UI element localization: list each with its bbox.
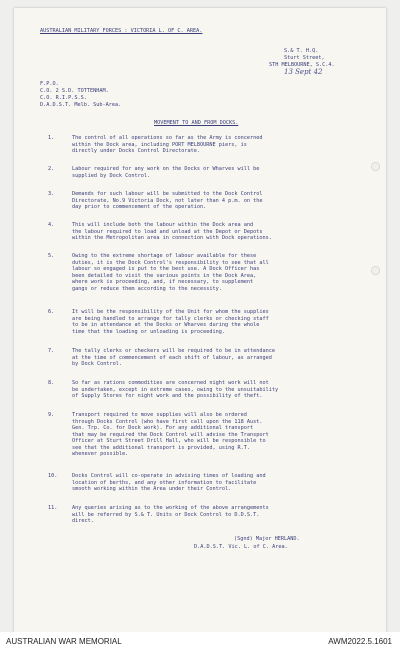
subject-heading: MOVEMENT TO AND FROM DOCKS. [154, 120, 239, 126]
paragraph: The control of all operations so far as the Army is concerned within the Dock area, including PORT MELBOURNE piers, is directly under Docks Control Directorate. [72, 135, 263, 154]
footer-accession-number: AWM2022.5.1601 [328, 637, 392, 646]
paragraph: Demands for such labour will be submitted to the Dock Control Directorate, No.9 Victoria Dock, not later than 4 p.m. on the day prior to commencement of the operation. [72, 191, 263, 210]
paragraph: It will be the responsibility of the Unit for whom the supplies are being handled to arrange for tally clerks or checking staff to be in attendance at the Docks or Wharves during the whole time that the loading or unloading is proceeding. [72, 309, 269, 335]
letterhead: AUSTRALIAN MILITARY FORCES : VICTORIA L. OF C. AREA. [40, 28, 203, 34]
punch-hole [371, 266, 380, 275]
address-line: Sturt Street, [284, 55, 325, 61]
paragraph: The tally clerks or checkers will be required to be in attendance at the time of commencement of each shift of labour, as arranged by Dock Control. [72, 348, 276, 367]
para-number: 10. [48, 473, 58, 479]
address-line: STH MELBOURNE, S.C.4. [269, 62, 335, 68]
punch-hole [371, 162, 380, 171]
footer-institution: AUSTRALIAN WAR MEMORIAL [6, 637, 122, 646]
signature-line: (Sgnd) Major HERLAND. [234, 536, 300, 542]
address-line: S.& T. H.Q. [284, 48, 319, 54]
para-number: 7. [48, 348, 55, 354]
para-number: 4. [48, 222, 55, 228]
para-number: 11. [48, 505, 58, 511]
para-number: 1. [48, 135, 55, 141]
para-number: 9. [48, 412, 55, 418]
paragraph: Owing to the extreme shortage of labour available for these duties, it is the Dock Control's responsibility to see that all labour so engaged is put to the best use. A Dock Officer has been detailed to visit the various points in the Dock Area, where work is proceeding, and, if necessary, to supplement gangs or reduce them according to the necessity. [72, 253, 269, 292]
paragraph: Transport required to move supplies will also be ordered through Docks Control (who have first call upon the 118 Aust. Gen. Trp. Co. for Dock work). For any additional transport that may be required the Dock Control will advise the Transport Officer at Sturt Street Drill Hall, who will be responsible to see that the additional transport is provided, using R.T. whenever possible. [72, 412, 269, 457]
recipient: D.A.D.S.T. Melb. Sub-Area. [40, 102, 122, 108]
recipient: F.P.O. [40, 81, 59, 87]
recipient: C.O. 2 S.D. TOTTENHAM. [40, 88, 109, 94]
signature-title: D.A.D.S.T. Vic. L. of C. Area. [194, 544, 288, 550]
para-number: 3. [48, 191, 55, 197]
document-page [14, 8, 386, 632]
paragraph: Any queries arising as to the working of the above arrangements will be referred by S.& T. Units or Dock Control to D.D.S.T. direct. [72, 505, 269, 524]
recipient: C.O. R.I.P.S.S. [40, 95, 87, 101]
para-number: 5. [48, 253, 55, 259]
paragraph: Labour required for any work on the Docks or Wharves will be supplied by Dock Control. [72, 166, 260, 179]
paragraph: This will include both the labour within the Dock area and the labour required to load and unload at the Depot or Depots within the Metropolitan area in connection with Dock operations. [72, 222, 272, 241]
archive-footer [0, 632, 400, 653]
paragraph: So far as rations commodities are concerned night work will not be undertaken, except in extreme cases, owing to the unsuitability of Supply Stores for night work and the possibility of theft. [72, 380, 279, 399]
para-number: 2. [48, 166, 55, 172]
para-number: 6. [48, 309, 55, 315]
paragraph: Docks Control will co-operate in advising times of loading and location of berths, and any other information to facilitate smooth working within the Area under their Control. [72, 473, 266, 492]
para-number: 8. [48, 380, 55, 386]
handwritten-date: 13 Sept 42 [284, 68, 323, 76]
